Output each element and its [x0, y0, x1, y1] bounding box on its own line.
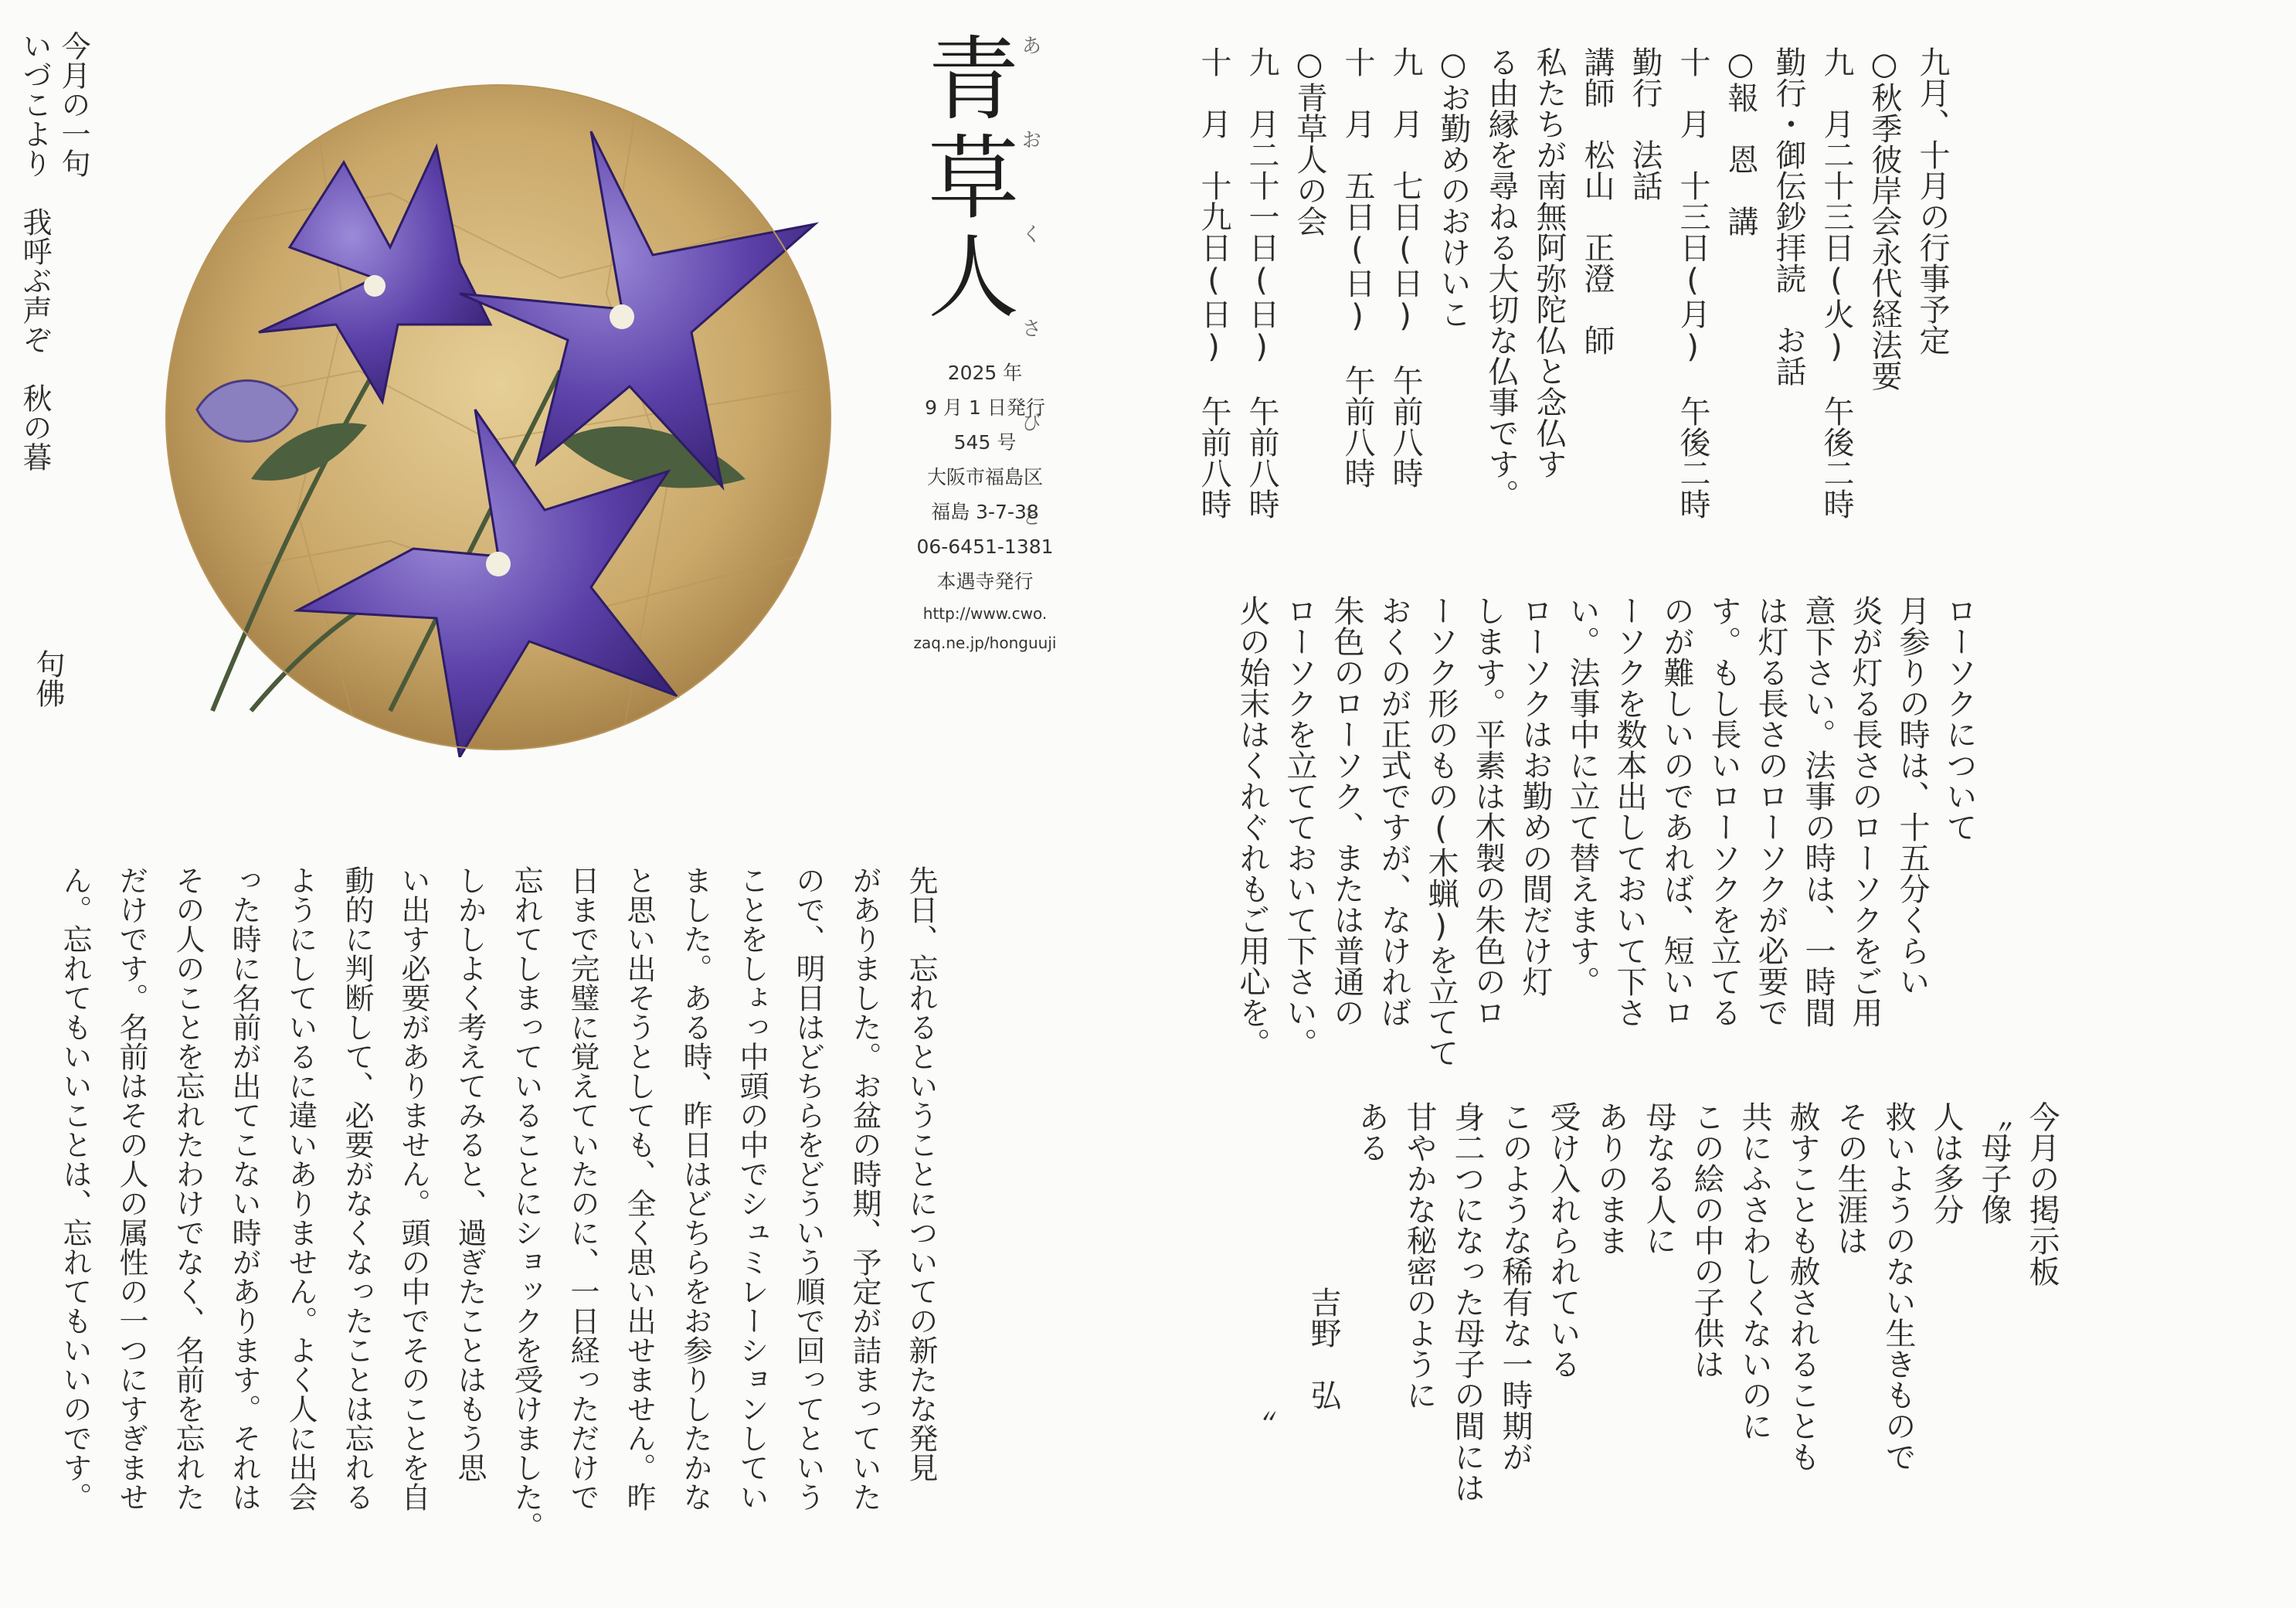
events-line: ○お勤めのおけいこ — [1435, 46, 1471, 329]
poem-line: この絵の中の子供は — [1689, 1101, 1724, 1379]
poem-line: 〝母子像 — [1976, 1101, 2012, 1225]
essay-line: ようにしているに違いありません。よく人に出会 — [284, 865, 318, 1511]
events-line: 十 月 五日(日) 午前八時 — [1340, 46, 1375, 488]
events-line: 十 月 十九日(日) 午前八時 — [1196, 46, 1231, 519]
candle-line: 火の始末はくれぐれもご用心を。 — [1235, 595, 1270, 1059]
events-line: 講師 松山 正澄 師 — [1579, 46, 1615, 355]
essay-line: ました。ある時、昨日はどちらをお参りしたかな — [678, 865, 712, 1511]
poem-line: ある — [1353, 1101, 1389, 1163]
haiku-text: いづこより 我呼ぶ声ぞ 秋の暮 — [18, 31, 52, 471]
poem-line: このような稀有な一時期が — [1497, 1101, 1533, 1472]
events-line: 九 月二十三日(火) 午後二時 — [1819, 46, 1854, 519]
poem-line: 甘やかな秘密のように — [1401, 1101, 1437, 1410]
candle-line: は灯る長さのローソクが必要で — [1753, 595, 1788, 1028]
events-line: 勤行・御伝鈔拝読 お話 — [1771, 46, 1806, 386]
events-line: ○青草人の会 — [1292, 46, 1327, 236]
events-line: 勤行 法話 — [1627, 46, 1663, 201]
essay-line: 忘れてしまっていることにショックを受けました。 — [509, 865, 543, 1541]
website-url-line1[interactable]: http://www.cwo. — [922, 604, 1048, 623]
events-line: 九 月二十一日(日) 午前八時 — [1244, 46, 1279, 519]
candle-line: のが難しいのであれば、短いロ — [1659, 595, 1694, 1028]
events-line: 私たちが南無阿弥陀仏と念仏す — [1531, 46, 1567, 479]
candle-line: ーソク形のもの(木蝋)を立てて — [1423, 595, 1459, 1068]
essay-line: い出す必要がありません。頭の中でそのことを自 — [396, 865, 430, 1511]
candle-line: い。法事中に立て替えます。 — [1564, 595, 1600, 997]
candle-line: ローソクはお勤めの間だけ灯 — [1517, 595, 1553, 997]
address-line1: 大阪市福島区 — [926, 466, 1043, 488]
essay-line: しかしよく考えてみると、過ぎたことはもう思 — [453, 865, 487, 1482]
address-line2: 福島 3-7-38 — [931, 501, 1039, 523]
poem-line: 母なる人に — [1641, 1101, 1676, 1256]
essay-line: ことをしょっ中頭の中でシュミレーションしてい — [735, 865, 769, 1511]
essay-line: った時に名前が出てこない時があります。それは — [227, 865, 261, 1511]
events-line: る由縁を尋ねる大切な仏事です。 — [1483, 46, 1519, 510]
title-ruby: あおくさびと — [1018, 35, 1041, 600]
poem-line: 身二つになった母子の間には — [1449, 1101, 1485, 1503]
essay-line: がありました。お盆の時期、予定が詰まっていた — [847, 865, 881, 1511]
candle-line: します。平素は木製の朱色のロ — [1470, 595, 1506, 1028]
events-schedule — [1190, 46, 1956, 533]
events-line: ○秋季彼岸会永代経法要 — [1866, 46, 1902, 391]
essay-line: ん。忘れてもいいことは、忘れてもいいのです。 — [58, 865, 92, 1511]
haiku-author: 句佛 — [31, 649, 65, 708]
newsletter-title: 青草人 — [912, 31, 1019, 328]
poem-line: 今月の掲示板 — [2024, 1101, 2060, 1287]
issue-year: 2025 年 — [947, 362, 1023, 384]
bellflower-painting-icon — [158, 77, 838, 757]
essay-line: 日まで完璧に覚えていたのに、一日経っただけで — [566, 865, 599, 1511]
candle-line: 意下さい。法事の時は、一時間 — [1800, 595, 1836, 1028]
essay-line: 先日、忘れるということについての新たな発見 — [904, 865, 938, 1482]
events-line: 九 月 七日(日) 午前八時 — [1387, 46, 1423, 488]
issue-number: 545 号 — [953, 431, 1017, 454]
candle-line: 朱色のローソク、または普通の — [1329, 595, 1364, 1028]
poem-line: ありのまま — [1593, 1101, 1629, 1256]
essay-line: ので、明日はどちらをどういう順で回ってという — [791, 865, 825, 1511]
poem-line: 受け入れられている — [1545, 1101, 1581, 1379]
poem-author: 吉野 弘 — [1306, 1101, 1341, 1410]
events-line: 九月、十月の行事予定 — [1914, 46, 1950, 355]
events-line: ○報 恩 講 — [1723, 46, 1758, 236]
essay-line: その人のことを忘れたわけでなく、名前を忘れた — [171, 865, 205, 1511]
essay-line: だけです。名前はその人の属性の一つにすぎませ — [114, 865, 148, 1511]
poem-line: 救いようのない生きもので — [1880, 1101, 1916, 1472]
notice-board-poem — [1252, 1101, 2066, 1557]
poem-line: 人は多分 — [1928, 1101, 1964, 1225]
essay-line: と思い出そうとしても、全く思い出せません。昨 — [622, 865, 656, 1511]
haiku-of-month — [15, 31, 93, 726]
poem-line: 〟 — [1258, 1101, 1293, 1441]
poem-line: その生涯は — [1832, 1101, 1868, 1256]
candle-line: ローソクについて — [1941, 595, 1977, 842]
issue-date: 9 月 1 日発行 — [925, 396, 1045, 419]
candle-line: おくのが正式ですが、なければ — [1376, 595, 1411, 1028]
phone-number: 06-6451-1381 — [916, 535, 1054, 558]
candle-line: 月参りの時は、十五分くらい — [1894, 595, 1930, 997]
events-line: 十 月 十三日(月) 午後二時 — [1675, 46, 1710, 519]
candle-line: ーソクを数本出しておいて下さ — [1612, 595, 1647, 1028]
candle-line: す。もし長いローソクを立てる — [1706, 595, 1741, 1028]
poem-line: 赦すことも赦されることも — [1785, 1101, 1820, 1472]
issue-info — [888, 355, 1082, 658]
website-url-line2[interactable]: zaq.ne.jp/honguuji — [913, 634, 1057, 652]
publisher: 本遇寺発行 — [936, 570, 1034, 593]
essay-section — [46, 865, 949, 1561]
poem-line: 共にふさわしくないのに — [1737, 1101, 1772, 1441]
candle-line: ローソクを立てておいて下さい。 — [1282, 595, 1317, 1059]
essay-line: 動的に判断して、必要がなくなったことは忘れる — [340, 865, 374, 1511]
haiku-heading: 今月の一句 — [56, 31, 90, 178]
candle-line: 炎が灯る長さのローソクをご用 — [1847, 595, 1883, 1028]
candle-section — [1228, 595, 1982, 1068]
